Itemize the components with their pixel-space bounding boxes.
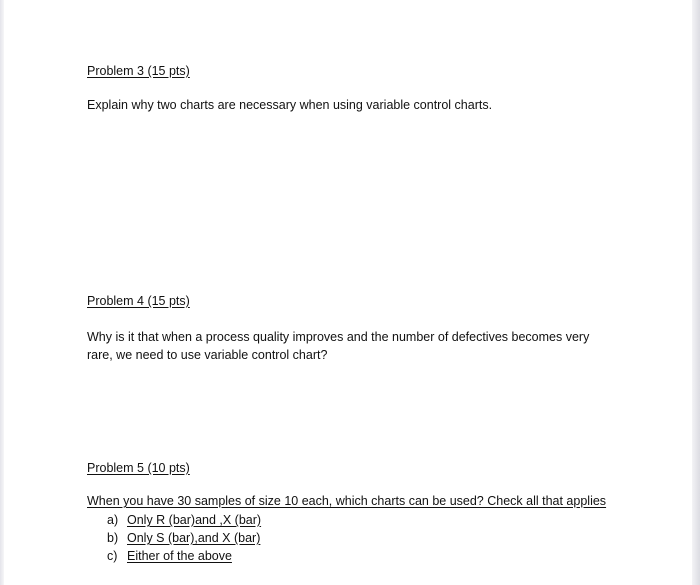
problem-5-question: When you have 30 samples of size 10 each, which charts can be used? Check all that applies <box>87 494 607 508</box>
page-right-edge <box>692 0 700 585</box>
option-a-text: Only R (bar)and ,X (bar) <box>127 513 262 527</box>
option-c-letter: c) <box>107 549 118 563</box>
problem-4-heading: Problem 4 (15 pts) <box>87 294 190 308</box>
problem-4-text <box>87 328 589 364</box>
option-a <box>107 511 261 529</box>
problem-3-heading: Problem 3 (15 pts) <box>87 64 190 78</box>
page-left-edge <box>0 0 4 585</box>
problem-5-heading: Problem 5 (10 pts) <box>87 461 190 475</box>
problem-4-text-line-1: Why is it that when a process quality improves and the number of defectives becomes very <box>87 330 590 344</box>
option-c-text: Either of the above <box>127 549 232 563</box>
option-b-letter: b) <box>107 531 119 545</box>
problem-4-text-line-2: rare, we need to use variable control chart? <box>87 348 328 362</box>
option-b <box>107 529 261 547</box>
option-a-letter: a) <box>107 513 119 527</box>
option-b-text: Only S (bar),and X (bar) <box>127 531 261 545</box>
option-c <box>107 547 261 565</box>
problem-3-text: Explain why two charts are necessary when using variable control charts. <box>87 98 493 112</box>
problem-5-options <box>107 511 261 565</box>
